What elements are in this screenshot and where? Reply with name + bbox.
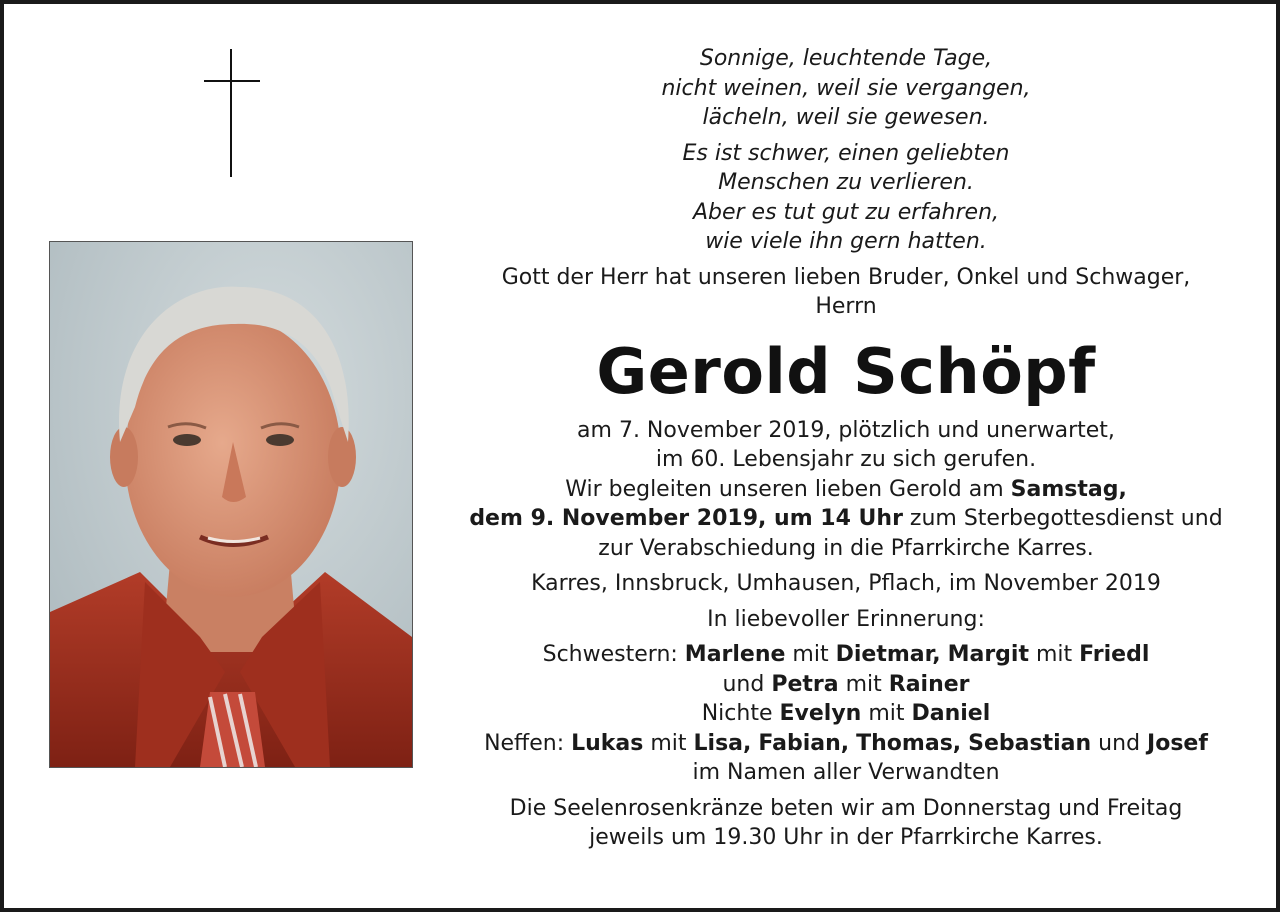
funeral-line: Wir begleiten unseren lieben Gerold am Samstag, (565, 476, 1127, 502)
death-line: im 60. Lebensjahr zu sich gerufen. (655, 447, 1037, 472)
death-line: am 7. November 2019, plötzlich und unerwartet, (577, 417, 1115, 443)
poem-line: Es ist schwer, einen geliebten (682, 140, 1010, 166)
intro-line: Gott der Herr hat unseren lieben Bruder, Onkel und Schwager, (501, 264, 1191, 290)
poem-line: lächeln, weil sie gewesen. (702, 105, 990, 130)
poem (456, 44, 1236, 257)
deceased-name: Gerold Schöpf (596, 334, 1096, 408)
rosary-line: jeweils um 19.30 Uhr in der Pfarrkirche Karres. (589, 825, 1103, 850)
poem-line: Aber es tut gut zu erfahren, (692, 199, 1000, 225)
poem-line: Sonnige, leuchtende Tage, (699, 46, 993, 71)
family-nephews: Neffen: Lukas mit Lisa, Fabian, Thomas, Sebastian und Josef (484, 730, 1208, 756)
family-sisters: und Petra mit Rainer (722, 671, 970, 697)
intro-line: Herrn (815, 294, 877, 319)
poem-line: nicht weinen, weil sie vergangen, (661, 75, 1031, 101)
obituary-text (456, 44, 1236, 853)
portrait-photo (49, 241, 413, 768)
family-relatives: im Namen aller Verwandten (692, 760, 1000, 785)
family-niece: Nichte Evelyn mit Daniel (701, 701, 991, 726)
places-date: Karres, Innsbruck, Umhausen, Pflach, im November 2019 (531, 571, 1161, 596)
funeral-line: zur Verabschiedung in die Pfarrkirche Karres. (598, 535, 1094, 561)
poem-line: wie viele ihn gern hatten. (705, 229, 987, 254)
family-sisters: Schwestern: Marlene mit Dietmar, Margit mit Friedl (542, 642, 1150, 667)
latin-cross-icon (204, 49, 260, 179)
poem-line: Menschen zu verlieren. (718, 170, 974, 195)
memory-heading: In liebevoller Erinnerung: (707, 606, 985, 632)
rosary-line: Die Seelenrosenkränze beten wir am Donnerstag und Freitag (509, 795, 1183, 821)
funeral-line: dem 9. November 2019, um 14 Uhr zum Sterbegottesdienst und (469, 506, 1223, 531)
